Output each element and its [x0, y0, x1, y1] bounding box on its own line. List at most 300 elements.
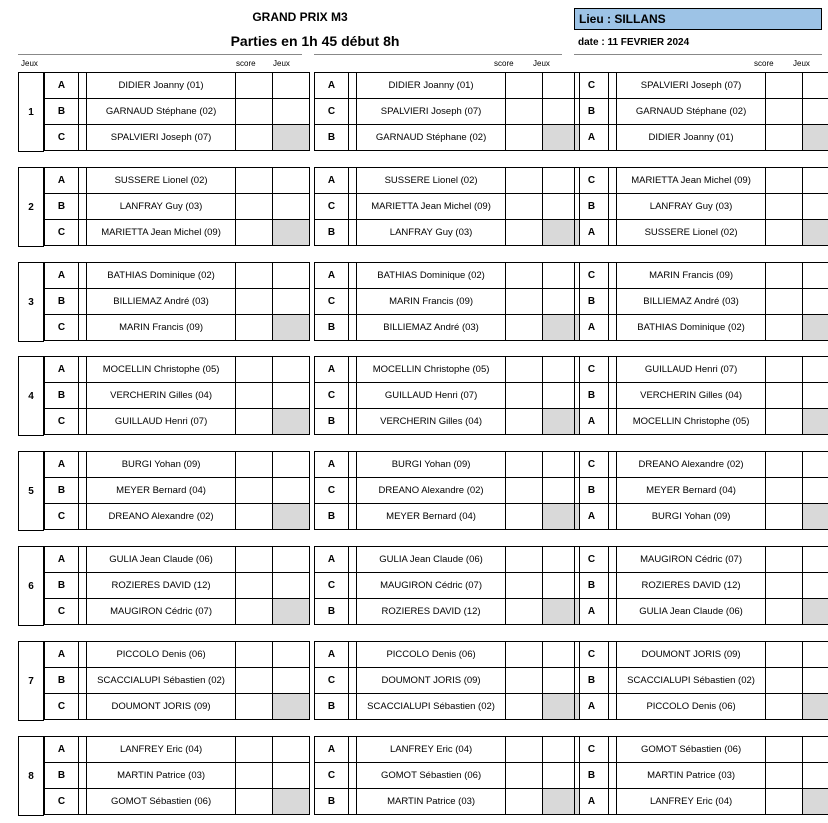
spacer-cell [609, 504, 617, 529]
jeux-cell[interactable] [803, 763, 828, 788]
team-row [44, 736, 310, 763]
team-letter: B [575, 383, 609, 408]
spacer-cell [349, 452, 357, 477]
player-name: GUILLAUD Henri (07) [87, 409, 236, 434]
jeux-cell[interactable] [803, 409, 828, 434]
spacer-cell [609, 642, 617, 667]
team-row [574, 598, 828, 625]
spacer-cell [349, 125, 357, 150]
spacer-cell [349, 642, 357, 667]
score-cell[interactable] [236, 194, 273, 219]
player-name: SUSSERE Lionel (02) [87, 168, 236, 193]
score-cell[interactable] [236, 599, 273, 624]
jeux-cell[interactable] [803, 357, 828, 382]
spacer-cell [79, 263, 87, 288]
team-row [574, 546, 828, 573]
team-row [574, 314, 828, 341]
score-cell[interactable] [506, 194, 543, 219]
spacer-cell [609, 409, 617, 434]
jeux-cell[interactable] [803, 315, 828, 340]
jeux-cell[interactable] [803, 504, 828, 529]
spacer-cell [609, 452, 617, 477]
score-cell[interactable] [506, 315, 543, 340]
jeux-cell[interactable] [273, 263, 309, 288]
spacer-cell [349, 789, 357, 814]
player-name: BATHIAS Dominique (02) [357, 263, 506, 288]
score-cell[interactable] [236, 694, 273, 719]
spacer-cell [79, 220, 87, 245]
team-letter: C [45, 599, 79, 624]
player-name: DREANO Alexandre (02) [87, 504, 236, 529]
team-letter: C [315, 289, 349, 314]
player-name: MOCELLIN Christophe (05) [617, 409, 766, 434]
spacer-cell [349, 220, 357, 245]
jeux-cell[interactable] [273, 220, 309, 245]
score-cell[interactable] [236, 315, 273, 340]
team-letter: A [315, 452, 349, 477]
score-cell[interactable] [236, 504, 273, 529]
jeux-cell[interactable] [803, 73, 828, 98]
team-letter: B [575, 99, 609, 124]
team-row [574, 193, 828, 220]
jeux-cell[interactable] [273, 409, 309, 434]
spacer-cell [609, 763, 617, 788]
score-cell[interactable] [506, 504, 543, 529]
team-row [44, 356, 310, 383]
score-cell[interactable] [766, 220, 803, 245]
player-name: MOCELLIN Christophe (05) [87, 357, 236, 382]
jeux-cell[interactable] [273, 478, 309, 503]
jeux-cell[interactable] [273, 694, 309, 719]
spacer-cell [609, 194, 617, 219]
jeux-cell[interactable] [273, 504, 309, 529]
team-letter: A [45, 547, 79, 572]
team-letter: B [45, 668, 79, 693]
team-row [314, 193, 580, 220]
group-number: 5 [18, 451, 44, 531]
team-letter: C [315, 573, 349, 598]
jeux-cell[interactable] [273, 573, 309, 598]
score-cell[interactable] [766, 668, 803, 693]
score-cell[interactable] [236, 763, 273, 788]
player-name: SPALVIERI Joseph (07) [357, 99, 506, 124]
team-letter: A [315, 73, 349, 98]
player-name: MOCELLIN Christophe (05) [357, 357, 506, 382]
score-cell[interactable] [766, 763, 803, 788]
score-cell[interactable] [766, 194, 803, 219]
jeux-cell[interactable] [273, 547, 309, 572]
team-row [574, 503, 828, 530]
team-row [44, 503, 310, 530]
score-cell[interactable] [766, 642, 803, 667]
player-name: BURGI Yohan (09) [87, 452, 236, 477]
jeux-cell[interactable] [273, 763, 309, 788]
team-row [44, 408, 310, 435]
team-row [314, 788, 580, 815]
score-cell[interactable] [766, 452, 803, 477]
score-cell[interactable] [766, 357, 803, 382]
spacer-cell [349, 168, 357, 193]
team-row [314, 167, 580, 194]
team-letter: B [45, 99, 79, 124]
spacer-cell [79, 668, 87, 693]
team-letter: B [315, 315, 349, 340]
score-cell[interactable] [236, 668, 273, 693]
score-cell[interactable] [506, 478, 543, 503]
match-group [18, 736, 828, 818]
score-cell[interactable] [506, 357, 543, 382]
score-cell[interactable] [506, 263, 543, 288]
jeux-cell[interactable] [273, 168, 309, 193]
score-cell[interactable] [766, 263, 803, 288]
jeux-cell[interactable] [803, 99, 828, 124]
score-cell[interactable] [766, 383, 803, 408]
spacer-cell [79, 452, 87, 477]
jeux-cell[interactable] [803, 668, 828, 693]
team-row [574, 451, 828, 478]
player-name: BURGI Yohan (09) [617, 504, 766, 529]
spacer-cell [79, 478, 87, 503]
spacer-cell [349, 694, 357, 719]
score-cell[interactable] [506, 763, 543, 788]
team-letter: C [45, 789, 79, 814]
team-row [574, 288, 828, 315]
score-cell[interactable] [236, 168, 273, 193]
spacer-cell [609, 168, 617, 193]
score-cell[interactable] [506, 599, 543, 624]
jeux-cell[interactable] [803, 452, 828, 477]
score-cell[interactable] [236, 220, 273, 245]
spacer-cell [349, 763, 357, 788]
score-cell[interactable] [766, 409, 803, 434]
score-cell[interactable] [766, 99, 803, 124]
score-cell[interactable] [236, 409, 273, 434]
team-letter: C [575, 642, 609, 667]
score-cell[interactable] [766, 599, 803, 624]
team-letter: A [575, 599, 609, 624]
team-row [314, 641, 580, 668]
team-letter: B [315, 789, 349, 814]
spacer-cell [609, 478, 617, 503]
team-letter: B [575, 289, 609, 314]
team-letter: C [45, 694, 79, 719]
team-letter: C [575, 73, 609, 98]
player-name: MARIETTA Jean Michel (09) [87, 220, 236, 245]
player-name: GULIA Jean Claude (06) [357, 547, 506, 572]
spacer-cell [79, 194, 87, 219]
score-cell[interactable] [236, 73, 273, 98]
team-letter: B [45, 478, 79, 503]
team-row [314, 382, 580, 409]
score-cell[interactable] [236, 478, 273, 503]
match-group [18, 641, 828, 723]
team-row [314, 219, 580, 246]
header-score-2: score [494, 59, 514, 68]
player-name: MAUGIRON Cédric (07) [617, 547, 766, 572]
spacer-cell [349, 504, 357, 529]
score-cell[interactable] [236, 383, 273, 408]
jeux-cell[interactable] [273, 737, 309, 762]
team-row [314, 451, 580, 478]
player-name: GOMOT Sébastien (06) [617, 737, 766, 762]
spacer-cell [349, 289, 357, 314]
jeux-cell[interactable] [803, 642, 828, 667]
score-cell[interactable] [506, 642, 543, 667]
team-row [574, 262, 828, 289]
spacer-cell [349, 737, 357, 762]
spacer-cell [79, 315, 87, 340]
jeux-cell[interactable] [803, 383, 828, 408]
spacer-cell [79, 383, 87, 408]
team-row [44, 693, 310, 720]
match-group [18, 356, 828, 438]
team-row [574, 382, 828, 409]
score-cell[interactable] [236, 357, 273, 382]
team-row [574, 762, 828, 789]
team-row [44, 314, 310, 341]
team-letter: C [315, 478, 349, 503]
group-number: 7 [18, 641, 44, 721]
score-cell[interactable] [506, 547, 543, 572]
team-letter: A [315, 737, 349, 762]
score-cell[interactable] [766, 478, 803, 503]
jeux-cell[interactable] [803, 547, 828, 572]
team-row [44, 788, 310, 815]
jeux-cell[interactable] [273, 289, 309, 314]
header-jeux-left: Jeux [21, 59, 38, 68]
player-name: SPALVIERI Joseph (07) [617, 73, 766, 98]
team-letter: B [315, 599, 349, 624]
match-group [18, 546, 828, 628]
spacer-cell [349, 668, 357, 693]
jeux-cell[interactable] [803, 125, 828, 150]
spacer-cell [349, 599, 357, 624]
score-cell[interactable] [506, 737, 543, 762]
player-name: GARNAUD Stéphane (02) [357, 125, 506, 150]
score-cell[interactable] [236, 737, 273, 762]
spacer-cell [79, 99, 87, 124]
score-cell[interactable] [236, 642, 273, 667]
player-name: GULIA Jean Claude (06) [87, 547, 236, 572]
team-row [314, 124, 580, 151]
match-group [18, 72, 828, 154]
score-cell[interactable] [766, 315, 803, 340]
team-row [44, 167, 310, 194]
score-cell[interactable] [506, 99, 543, 124]
score-cell[interactable] [236, 125, 273, 150]
jeux-cell[interactable] [273, 315, 309, 340]
score-cell[interactable] [506, 694, 543, 719]
jeux-cell[interactable] [803, 694, 828, 719]
jeux-cell[interactable] [273, 642, 309, 667]
score-cell[interactable] [506, 383, 543, 408]
score-cell[interactable] [236, 99, 273, 124]
team-letter: C [315, 763, 349, 788]
group-number: 1 [18, 72, 44, 152]
player-name: SCACCIALUPI Sébastien (02) [357, 694, 506, 719]
team-row [574, 572, 828, 599]
score-cell[interactable] [506, 409, 543, 434]
jeux-cell[interactable] [803, 289, 828, 314]
jeux-cell[interactable] [273, 599, 309, 624]
team-row [44, 382, 310, 409]
jeux-cell[interactable] [803, 194, 828, 219]
player-name: DOUMONT JORIS (09) [617, 642, 766, 667]
jeux-cell[interactable] [803, 789, 828, 814]
team-row [44, 288, 310, 315]
jeux-cell[interactable] [273, 99, 309, 124]
team-row [574, 408, 828, 435]
score-cell[interactable] [506, 73, 543, 98]
match-group [18, 451, 828, 533]
team-letter: A [575, 409, 609, 434]
team-letter: B [315, 694, 349, 719]
team-row [314, 667, 580, 694]
header-jeux-3: Jeux [793, 59, 810, 68]
match-group [18, 167, 828, 249]
team-letter: B [575, 573, 609, 598]
score-cell[interactable] [506, 220, 543, 245]
score-cell[interactable] [766, 504, 803, 529]
score-cell[interactable] [506, 125, 543, 150]
spacer-cell [79, 789, 87, 814]
score-cell[interactable] [236, 263, 273, 288]
team-letter: C [575, 168, 609, 193]
team-letter: B [315, 125, 349, 150]
header-rule-3 [574, 54, 822, 55]
player-name: MAUGIRON Cédric (07) [87, 599, 236, 624]
team-letter: C [45, 409, 79, 434]
player-name: BURGI Yohan (09) [357, 452, 506, 477]
jeux-cell[interactable] [803, 599, 828, 624]
spacer-cell [79, 599, 87, 624]
score-cell[interactable] [506, 289, 543, 314]
player-name: ROZIERES DAVID (12) [617, 573, 766, 598]
score-cell[interactable] [766, 694, 803, 719]
spacer-cell [349, 383, 357, 408]
player-name: BILLIEMAZ André (03) [617, 289, 766, 314]
team-row [44, 72, 310, 99]
team-letter: C [45, 504, 79, 529]
player-name: PICCOLO Denis (06) [617, 694, 766, 719]
score-cell[interactable] [236, 573, 273, 598]
team-letter: A [575, 125, 609, 150]
jeux-cell[interactable] [803, 573, 828, 598]
player-name: ROZIERES DAVID (12) [357, 599, 506, 624]
score-cell[interactable] [236, 547, 273, 572]
header-jeux-1: Jeux [273, 59, 290, 68]
jeux-cell[interactable] [273, 668, 309, 693]
team-letter: C [315, 194, 349, 219]
jeux-cell[interactable] [273, 73, 309, 98]
team-letter: B [575, 478, 609, 503]
jeux-cell[interactable] [273, 357, 309, 382]
player-name: MARIN Francis (09) [357, 289, 506, 314]
spacer-cell [349, 409, 357, 434]
team-row [574, 788, 828, 815]
player-name: LANFRAY Guy (03) [617, 194, 766, 219]
team-row [574, 72, 828, 99]
jeux-cell[interactable] [273, 383, 309, 408]
jeux-cell[interactable] [273, 125, 309, 150]
team-letter: C [45, 220, 79, 245]
player-name: GUILLAUD Henri (07) [617, 357, 766, 382]
jeux-cell[interactable] [803, 263, 828, 288]
spacer-cell [79, 694, 87, 719]
score-cell[interactable] [766, 289, 803, 314]
spacer-cell [79, 289, 87, 314]
spacer-cell [609, 383, 617, 408]
jeux-cell[interactable] [803, 220, 828, 245]
team-row [314, 477, 580, 504]
team-row [314, 546, 580, 573]
score-cell[interactable] [766, 168, 803, 193]
header-score-1: score [236, 59, 256, 68]
jeux-cell[interactable] [803, 168, 828, 193]
team-row [44, 262, 310, 289]
jeux-cell[interactable] [273, 452, 309, 477]
team-letter: B [315, 504, 349, 529]
header-rule-2 [314, 54, 562, 55]
score-cell[interactable] [766, 547, 803, 572]
team-row [44, 762, 310, 789]
spacer-cell [79, 73, 87, 98]
player-name: DIDIER Joanny (01) [357, 73, 506, 98]
team-row [314, 314, 580, 341]
team-row [574, 667, 828, 694]
team-letter: A [315, 642, 349, 667]
player-name: DOUMONT JORIS (09) [357, 668, 506, 693]
team-letter: C [575, 452, 609, 477]
player-name: ROZIERES DAVID (12) [87, 573, 236, 598]
spacer-cell [609, 220, 617, 245]
team-row [44, 219, 310, 246]
team-row [574, 477, 828, 504]
spacer-cell [79, 409, 87, 434]
score-cell[interactable] [236, 289, 273, 314]
jeux-cell[interactable] [273, 194, 309, 219]
team-letter: C [315, 668, 349, 693]
score-cell[interactable] [506, 573, 543, 598]
player-name: SCACCIALUPI Sébastien (02) [87, 668, 236, 693]
score-cell[interactable] [766, 573, 803, 598]
score-cell[interactable] [766, 125, 803, 150]
score-cell[interactable] [766, 737, 803, 762]
team-letter: B [575, 668, 609, 693]
player-name: VERCHERIN Gilles (04) [87, 383, 236, 408]
score-cell[interactable] [506, 452, 543, 477]
jeux-cell[interactable] [803, 478, 828, 503]
spacer-cell [609, 668, 617, 693]
header-score-3: score [754, 59, 774, 68]
score-cell[interactable] [506, 789, 543, 814]
score-cell[interactable] [506, 168, 543, 193]
player-name: MEYER Bernard (04) [87, 478, 236, 503]
team-letter: A [315, 357, 349, 382]
player-name: LANFRAY Guy (03) [357, 220, 506, 245]
jeux-cell[interactable] [803, 737, 828, 762]
score-cell[interactable] [236, 452, 273, 477]
team-letter: A [45, 452, 79, 477]
team-letter: A [45, 263, 79, 288]
spacer-cell [349, 478, 357, 503]
score-cell[interactable] [766, 73, 803, 98]
jeux-cell[interactable] [273, 789, 309, 814]
spacer-cell [609, 547, 617, 572]
score-cell[interactable] [236, 789, 273, 814]
score-cell[interactable] [766, 789, 803, 814]
score-cell[interactable] [506, 668, 543, 693]
